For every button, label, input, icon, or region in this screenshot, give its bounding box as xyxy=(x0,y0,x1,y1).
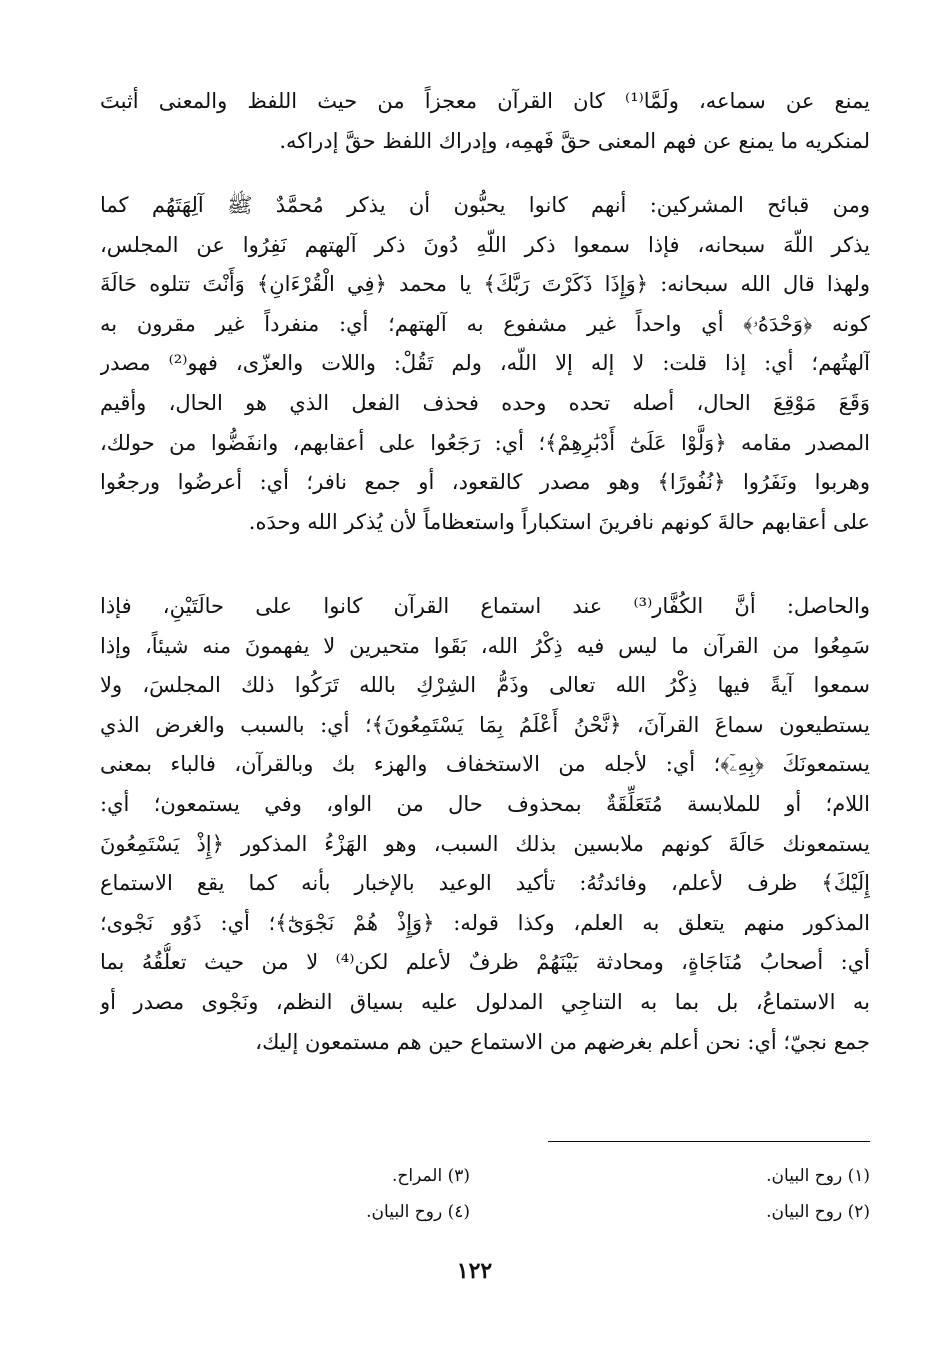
footnotes-left-column xyxy=(230,1158,470,1230)
paragraph-3 xyxy=(100,587,870,1062)
footnote-4: (٤) روح البيان. xyxy=(366,1202,470,1222)
paragraph-line: آلهتُهم؛ أي: إذا قلت: لا إله إلا اللّه، ولم تَقُلْ: واللات والعزّى، فهو⁽²⁾ مصدر xyxy=(100,351,870,376)
paragraph-line: لمنكريه ما يمنع عن فهم المعنى حقَّ فَهمِه، وإدراك اللفظ حقَّ إدراكه. xyxy=(279,128,870,153)
footnote-1: (١) روح البيان. xyxy=(766,1166,870,1186)
paragraph-1 xyxy=(100,82,870,161)
paragraph-line: جمع نجيّ؛ أي: نحن أعلم بغرضهم من الاستماع حين هم مستمعون إليك، xyxy=(255,1029,870,1054)
paragraph-line: يمنع عن سماعه، ولَمَّا⁽¹⁾ كان القرآن معجزاً من حيث اللفظ والمعنى أثبتَ xyxy=(100,89,870,113)
page-number: ١٢٢ xyxy=(456,1258,493,1284)
paragraph-line: اللام؛ أو للملابسة مُتَعَلِّقَةٌ بمحذوف حال من الواو، وفي يستمعون؛ أي: xyxy=(100,791,870,816)
paragraph-line: وهربوا ونَفَرُوا ﴿نُفُورًا﴾ وهو مصدر كالقعود، أو جمع نافر؛ أي: أعرضُوا ورجعُوا xyxy=(100,470,870,495)
paragraph-line: المصدر مقامه ﴿وَلَّوْا عَلَىٰٓ أَدْبَٰرِهِمْ﴾؛ أي: رَجَعُوا على أعقابهم، وانفَضُّوا من حولك، xyxy=(100,430,870,455)
paragraph-line: يستمعونَكَ ﴿بِهِۦٓ﴾؛ أي: لأجله من الاستخفاف والهزء بك وبالقرآن، فالباء بمعنى xyxy=(100,752,870,777)
paragraph-line: يذكر اللّهَ سبحانه، فإذا سمعوا ذكر اللّهِ دُونَ ذكر آلهتهم نَفِرُوا عن المجلس، xyxy=(100,232,870,257)
paragraph-line: المذكور منهم يتعلق به العلم، وكذا قوله: ﴿وَإِذْ هُمْ نَجْوَىٰٓ﴾؛ أي: ذَوُو نَجْوى؛ xyxy=(100,910,870,935)
footnote-divider xyxy=(548,1141,870,1142)
paragraph-line: والحاصل: أنَّ الكُفَّار⁽³⁾ عند استماع القرآن كانوا على حالَتَيْنِ، فإذا xyxy=(100,594,870,618)
paragraph-line: أي: أصحابُ مُنَاجَاةٍ، ومحادثة بَيْنَهُمْ ظرفٌ لأعلم لكن⁽⁴⁾ لا من حيث تعلُّقُهُ بما xyxy=(100,950,870,975)
paragraph-line: كونه ﴿وَحْدَهُۥ﴾ أي واحداً غير مشفوع به آلهتهم؛ أي: منفرداً غير مقرون به xyxy=(100,311,870,336)
paragraph-line: على أعقابهم حالةَ كونهم نافرينَ استكباراً واستعظاماً لأن يُذكر الله وحدَه. xyxy=(248,509,870,534)
paragraph-line: ومن قبائح المشركين: أنهم كانوا يحبُّون أن يذكر مُحمَّدٌ ﷺ آلِهَتَهُم كما xyxy=(100,193,870,217)
paragraph-line: سمعوا آيةً فيها ذِكْرُ الله تعالى وذَمُّ الشِرْكِ بالله تَرَكُوا ذلك المجلسَ، ولا xyxy=(100,673,870,698)
paragraph-line: سَمِعُوا من القرآن ما ليس فيه ذِكْرُ الله، بَقَوا متحيرين لا يفهمونَ منه شيئاً، وإذا xyxy=(100,633,870,658)
paragraph-line: يستطيعون سماعَ القرآنَ، ﴿نَّحْنُ أَعْلَمُ بِمَا يَسْتَمِعُونَ﴾؛ أي: بالسبب والغرض الذي xyxy=(100,712,870,737)
paragraph-line: وَقَعَ مَوْقِعَ الحال، أصله تحده وحده فحذف الفعل الذي هو الحال، وأقيم xyxy=(100,390,870,415)
footnote-2: (٢) روح البيان. xyxy=(766,1202,870,1222)
footnote-3: (٣) المراح. xyxy=(391,1166,470,1186)
paragraph-line: به الاستماعُ، بل بما به التناجِي المدلول عليه بسياق النظم، ونَجْوى مصدر أو xyxy=(100,989,870,1014)
footnotes-right-column xyxy=(630,1158,870,1230)
paragraph-line: إِلَيْكَ﴾ ظرف لأعلم، وفائدتُهُ: تأكيد الوعيد بالإخبار بأنه كما يقع الاستماع xyxy=(100,871,870,896)
paragraph-line: يستمعونك حَالَةَ كونهم ملابسين بذلك السبب، وهو الهَزْءُ المذكور ﴿إِذْ يَسْتَمِعُونَ xyxy=(100,831,870,856)
paragraph-2 xyxy=(100,186,870,542)
paragraph-line: ولهذا قال الله سبحانه: ﴿وَإِذَا ذَكَرْتَ رَبَّكَ﴾ يا محمد ﴿فِي الْقُرْءَانِ﴾ وَأَنْتَ تتلوه حَالَةَ xyxy=(100,272,870,297)
